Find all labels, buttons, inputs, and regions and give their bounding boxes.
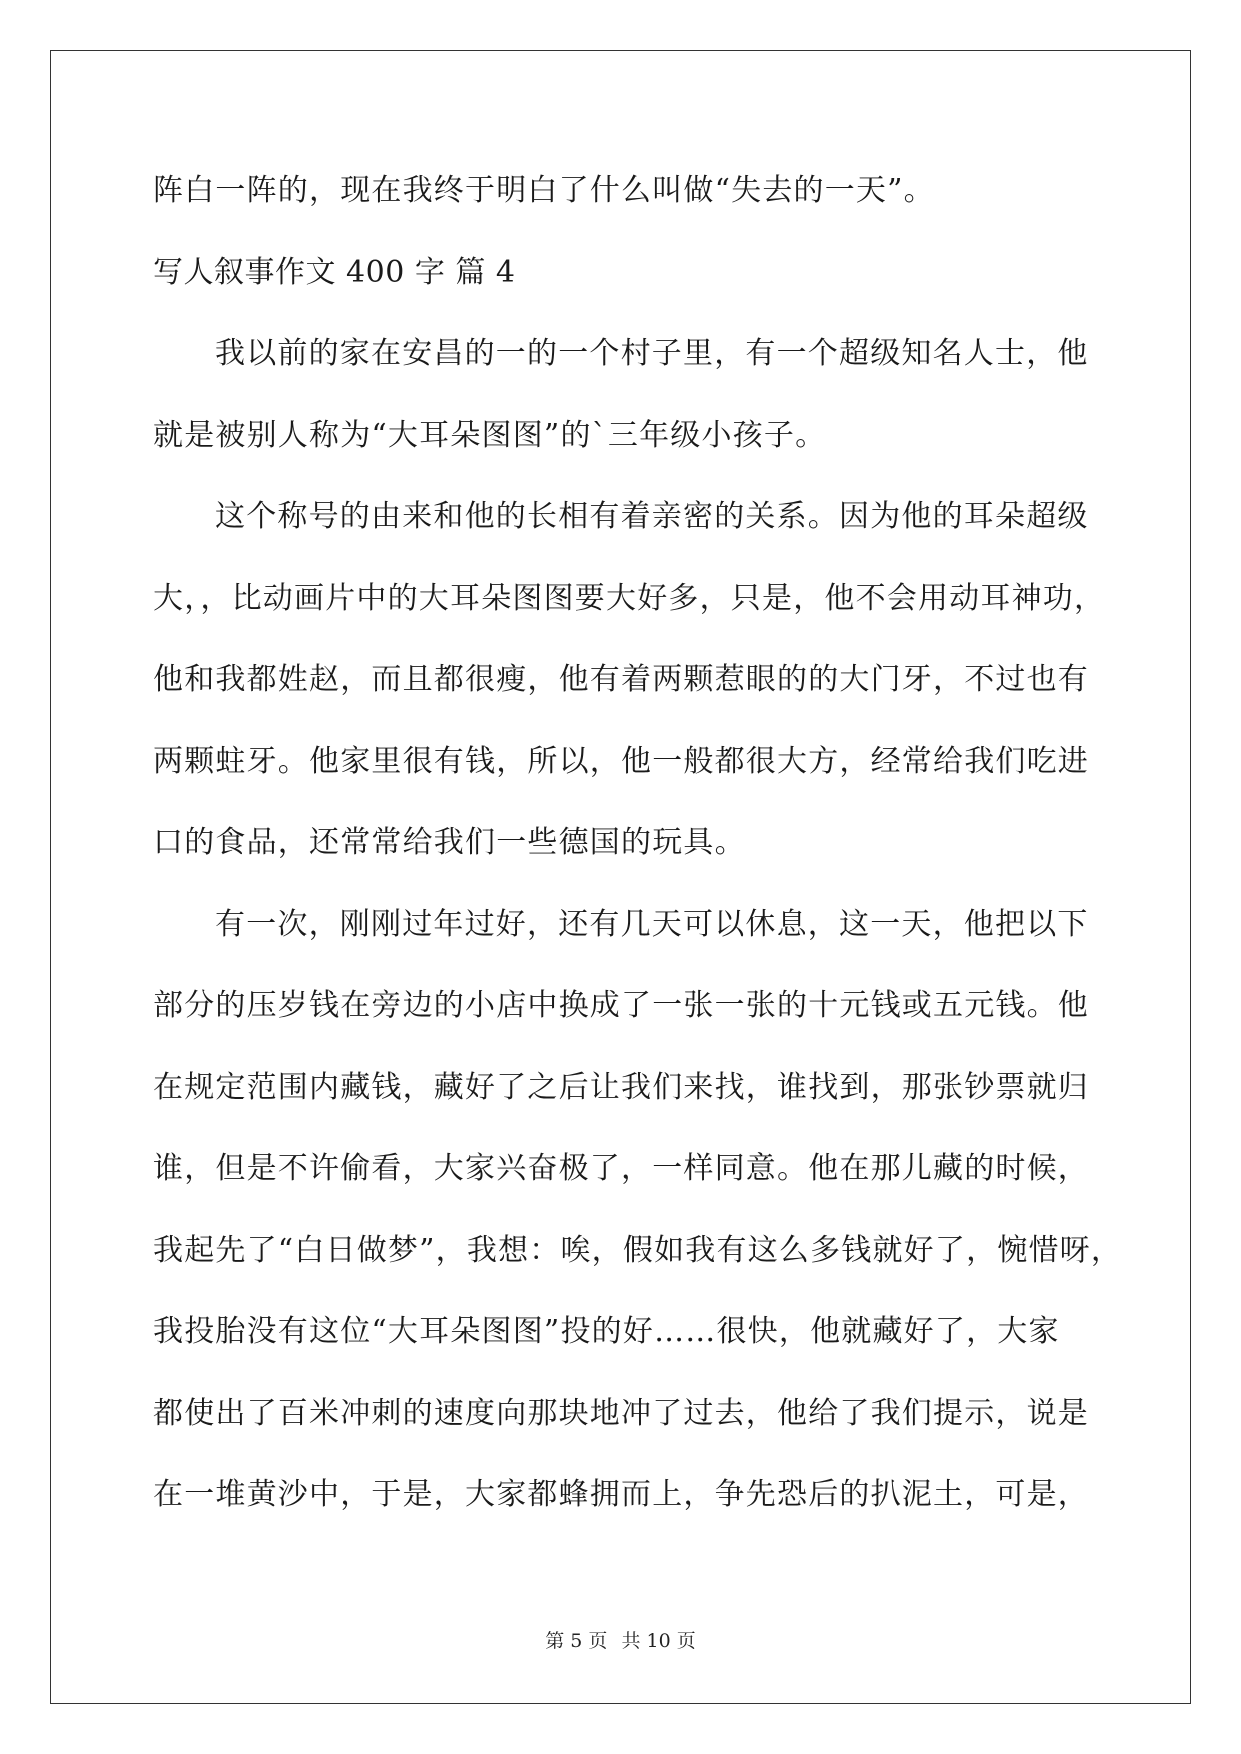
- paragraph-start-line: 有一次，刚刚过年过好，还有几天可以休息，这一天，他把以下: [215, 906, 1089, 942]
- text-line: 在规定范围内藏钱，藏好了之后让我们来找，谁找到，那张钞票就归: [153, 1069, 1089, 1105]
- text-line: 部分的压岁钱在旁边的小店中换成了一张一张的十元钱或五元钱。他: [153, 988, 1089, 1023]
- text-line: 他和我都姓赵，而且都很瘦，他有着两颗惹眼的的大门牙，不过也有: [153, 662, 1089, 697]
- section-heading: 写人叙事作文 400 字 篇 4: [153, 254, 516, 290]
- page-footer: [0, 1626, 1241, 1653]
- document-body: [153, 150, 1123, 1536]
- text-line: 口的食品，还常常给我们一些德国的玩具。: [153, 825, 746, 860]
- text-line: 都使出了百米冲刺的速度向那块地冲了过去，他给了我们提示，说是: [153, 1395, 1089, 1431]
- paragraph-start-line: 我以前的家在安昌的一的一个村子里，有一个超级知名人士，他: [215, 336, 1089, 371]
- paragraph-start-line: 这个称号的由来和他的长相有着亲密的关系。因为他的耳朵超级: [215, 499, 1089, 534]
- text-line: 大，，比动画片中的大耳朵图图要大好多，只是，他不会用动耳神功，: [153, 580, 1106, 616]
- text-line: 我起先了“白日做梦”，我想：唉，假如我有这么多钱就好了，惋惜呀，: [153, 1232, 1123, 1268]
- page-number: 第 5 页: [545, 1630, 608, 1652]
- page-total: 共 10 页: [621, 1630, 696, 1652]
- text-line: 两颗蛀牙。他家里很有钱，所以，他一般都很大方，经常给我们吃进: [153, 743, 1089, 779]
- text-line: 阵白一阵的，现在我终于明白了什么叫做“失去的一天”。: [153, 173, 935, 208]
- text-line: 我投胎没有这位“大耳朵图图”投的好……很快，他就藏好了，大家: [153, 1314, 1060, 1349]
- text-line: 在一堆黄沙中，于是，大家都蜂拥而上，争先恐后的扒泥土，可是，: [153, 1477, 1089, 1512]
- text-line: 就是被别人称为“大耳朵图图”的`三年级小孩子。: [153, 417, 827, 453]
- text-line: 谁，但是不许偷看，大家兴奋极了，一样同意。他在那儿藏的时候，: [153, 1151, 1089, 1186]
